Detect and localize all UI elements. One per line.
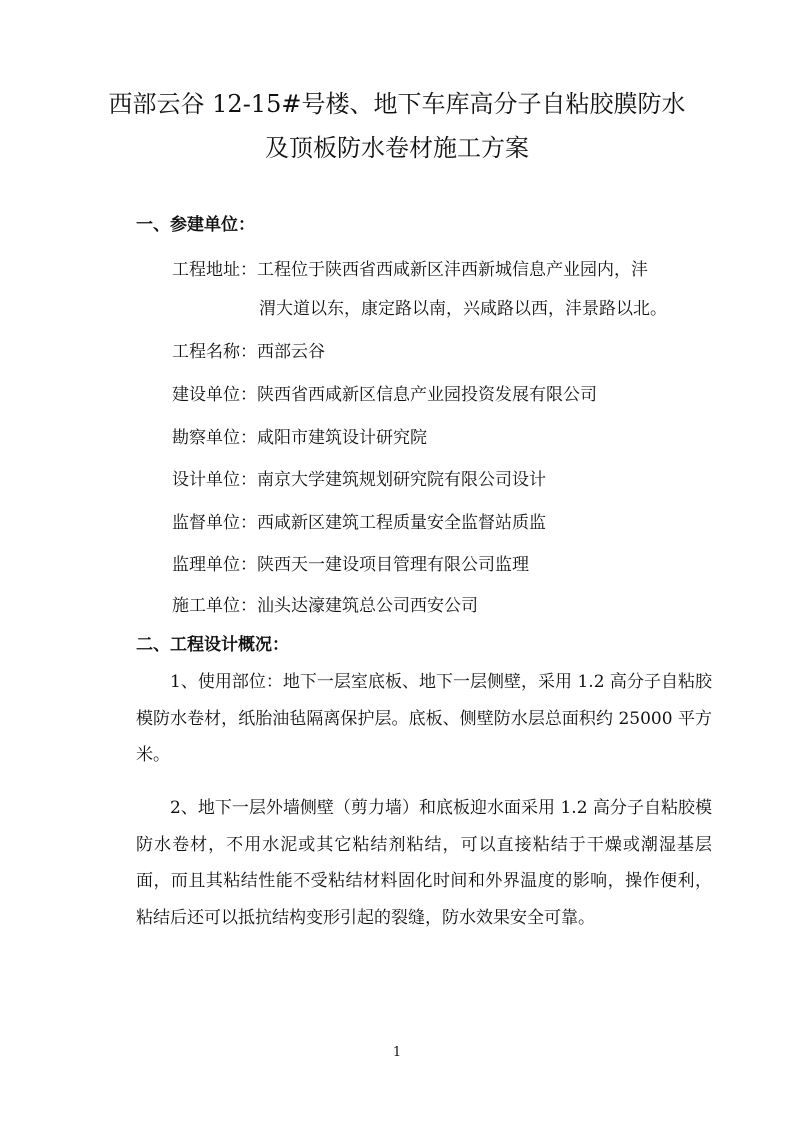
address-value-line-2: 渭大道以东，康定路以南，兴咸路以西，沣景路以北。 (259, 299, 667, 319)
address-label: 工程地址： (172, 260, 257, 280)
field-label: 工程名称： (172, 342, 257, 362)
field-value: 西部云谷 (257, 342, 325, 362)
address-value-line-1: 工程位于陕西省西咸新区沣西新城信息产业园内，沣 (257, 260, 648, 280)
document-title-line-1: 西部云谷 12-15#号楼、地下车库高分子自粘胶膜防水 (108, 90, 686, 118)
section-2-heading: 二、工程设计概况： (136, 635, 289, 655)
field-value: 南京大学建筑规划研究院有限公司设计 (257, 470, 546, 490)
construction-unit-row (172, 591, 478, 616)
design-unit-row (172, 465, 546, 490)
field-label: 勘察单位： (172, 428, 257, 448)
document-title-line-2: 及顶板防水卷材施工方案 (265, 134, 529, 162)
field-label: 施工单位： (172, 596, 257, 616)
field-value: 陕西天一建设项目管理有限公司监理 (257, 555, 529, 575)
project-name-row (172, 337, 325, 362)
section-1-heading: 一、参建单位： (136, 215, 255, 235)
survey-unit-row (172, 423, 427, 448)
supervision-unit-row (172, 508, 546, 533)
field-value: 陕西省西咸新区信息产业园投资发展有限公司 (257, 385, 597, 405)
address-row (172, 255, 648, 280)
owner-unit-row (172, 380, 597, 405)
field-value: 咸阳市建筑设计研究院 (257, 428, 427, 448)
page-number: 1 (392, 1045, 402, 1060)
consulting-unit-row (172, 550, 529, 575)
field-label: 监督单位： (172, 513, 257, 533)
paragraph-usage: 1、使用部位：地下一层室底板、地下一层侧壁，采用 1.2 高分子自粘胶模防水卷材，纸胎油毡隔离保护层。底板、侧壁防水层总面积约 25000 平方米。 (136, 672, 712, 765)
field-label: 设计单位： (172, 470, 257, 490)
paragraph-method: 2、地下一层外墙侧壁（剪力墙）和底板迎水面采用 1.2 高分子自粘胶模防水卷材，不用水泥或其它粘结剂粘结，可以直接粘结于干燥或潮湿基层面，而且其粘结性能不受粘结材料固化时间和外界温度的影响，操作便利，粘结后还可以抵抗结构变形引起的裂缝，防水效果安全可靠。 (136, 798, 712, 928)
field-label: 建设单位： (172, 385, 257, 405)
field-label: 监理单位： (172, 555, 257, 575)
field-value: 西咸新区建筑工程质量安全监督站质监 (257, 513, 546, 533)
field-value: 汕头达濠建筑总公司西安公司 (257, 596, 478, 616)
